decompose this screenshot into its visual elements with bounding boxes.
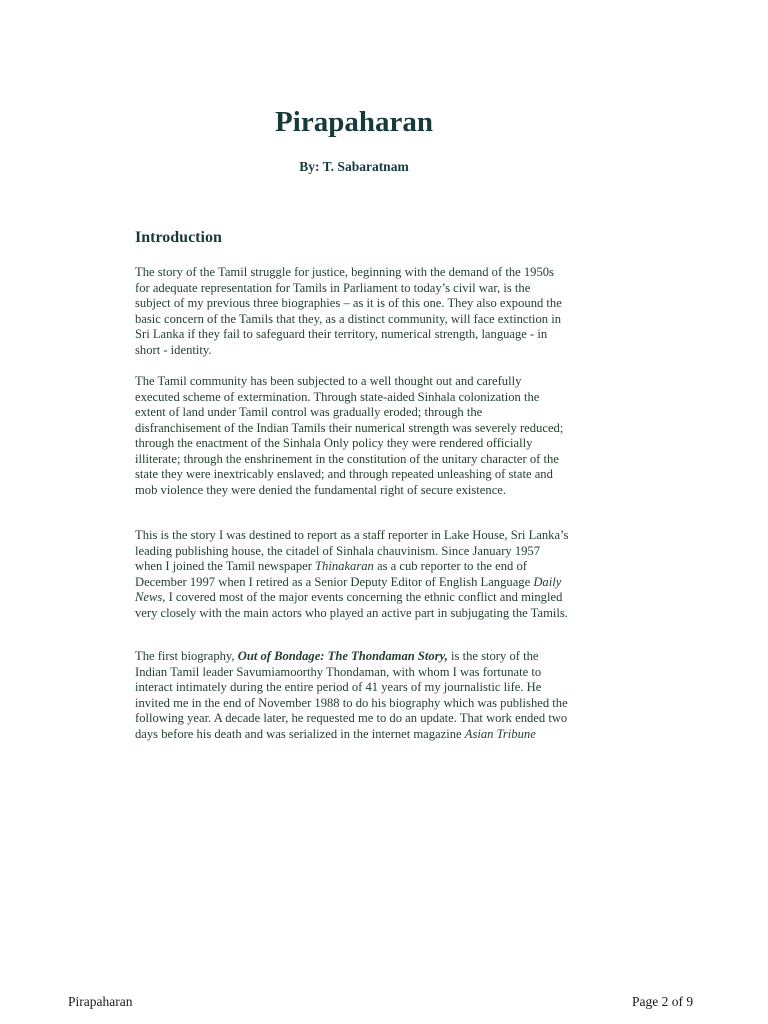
paragraph-2: The Tamil community has been subjected to a well thought out and carefully executed scheme of extermination. Through state-aided Sinhala colonization the extent of land under Tamil control was gradually eroded; through the disfranchisement of the Indian Tamils their numerical strength was severely reduced; through the enactment of the Sinhala Only policy they were rendered officially illiterate; through the enshrinement in the constitution of the unitary character of the state they were inextricably enslaved; and through repeated unleashing of state and mob violence they were denied the fundamental right of secure existence. bbox=[135, 374, 564, 497]
asian-tribune-title: Asian Tribune bbox=[464, 726, 536, 741]
daily-news-title: Daily News bbox=[135, 574, 562, 604]
footer-document-title: Pirapaharan bbox=[68, 994, 133, 1009]
paragraph-3 bbox=[135, 528, 569, 621]
author-byline: By: T. Sabaratnam bbox=[299, 159, 409, 174]
document-title: Pirapaharan bbox=[275, 106, 433, 138]
paragraph-3-text-c: , I covered most of the major events concerning the ethnic conflict and mingled very closely with the main actors who played an active part in subjugating the Tamils. bbox=[135, 590, 568, 620]
section-heading: Introduction bbox=[135, 229, 222, 246]
book-title: Out of Bondage: The Thondaman Story, bbox=[237, 649, 448, 663]
paragraph-1: The story of the Tamil struggle for justice, beginning with the demand of the 1950s for adequate representation for Tamils in Parliament to today’s civil war, is the subject of my previous three biographies – as it is of this one. They also expound the basic concern of the Tamils that they, as a distinct community, will face extinction in Sri Lanka if they fail to safeguard their territory, numerical strength, language - in short - identity. bbox=[135, 265, 562, 357]
footer-page-number: Page 2 of 9 bbox=[632, 994, 694, 1009]
paragraph-4 bbox=[135, 649, 569, 742]
paragraph-3-text-b: as a cub reporter to the end of December 1997 when I retired as a Senior Deputy Editor of English Language bbox=[135, 559, 534, 589]
paragraph-4-text-a: The first biography, bbox=[135, 649, 238, 663]
paragraph-4-text-b: is the story of the Indian Tamil leader Savumiamoorthy Thondaman, with whom I was fortunate to interact intimately during the entire period of 41 years of my journalistic life. He invited me in the end of November 1988 to do his biography which was published the following year. A decade later, he requested me to do an update. That work ended two days before his death and was serialized in the internet magazine bbox=[135, 649, 568, 741]
thinakaran-title: Thinakaran bbox=[315, 559, 374, 573]
paragraph-3-text-a: This is the story I was destined to report as a staff reporter in Lake House, Sri Lanka’s leading publishing house, the citadel of Sinhala chauvinism. Since January 1957 when I joined the Tamil newspaper bbox=[135, 528, 569, 573]
